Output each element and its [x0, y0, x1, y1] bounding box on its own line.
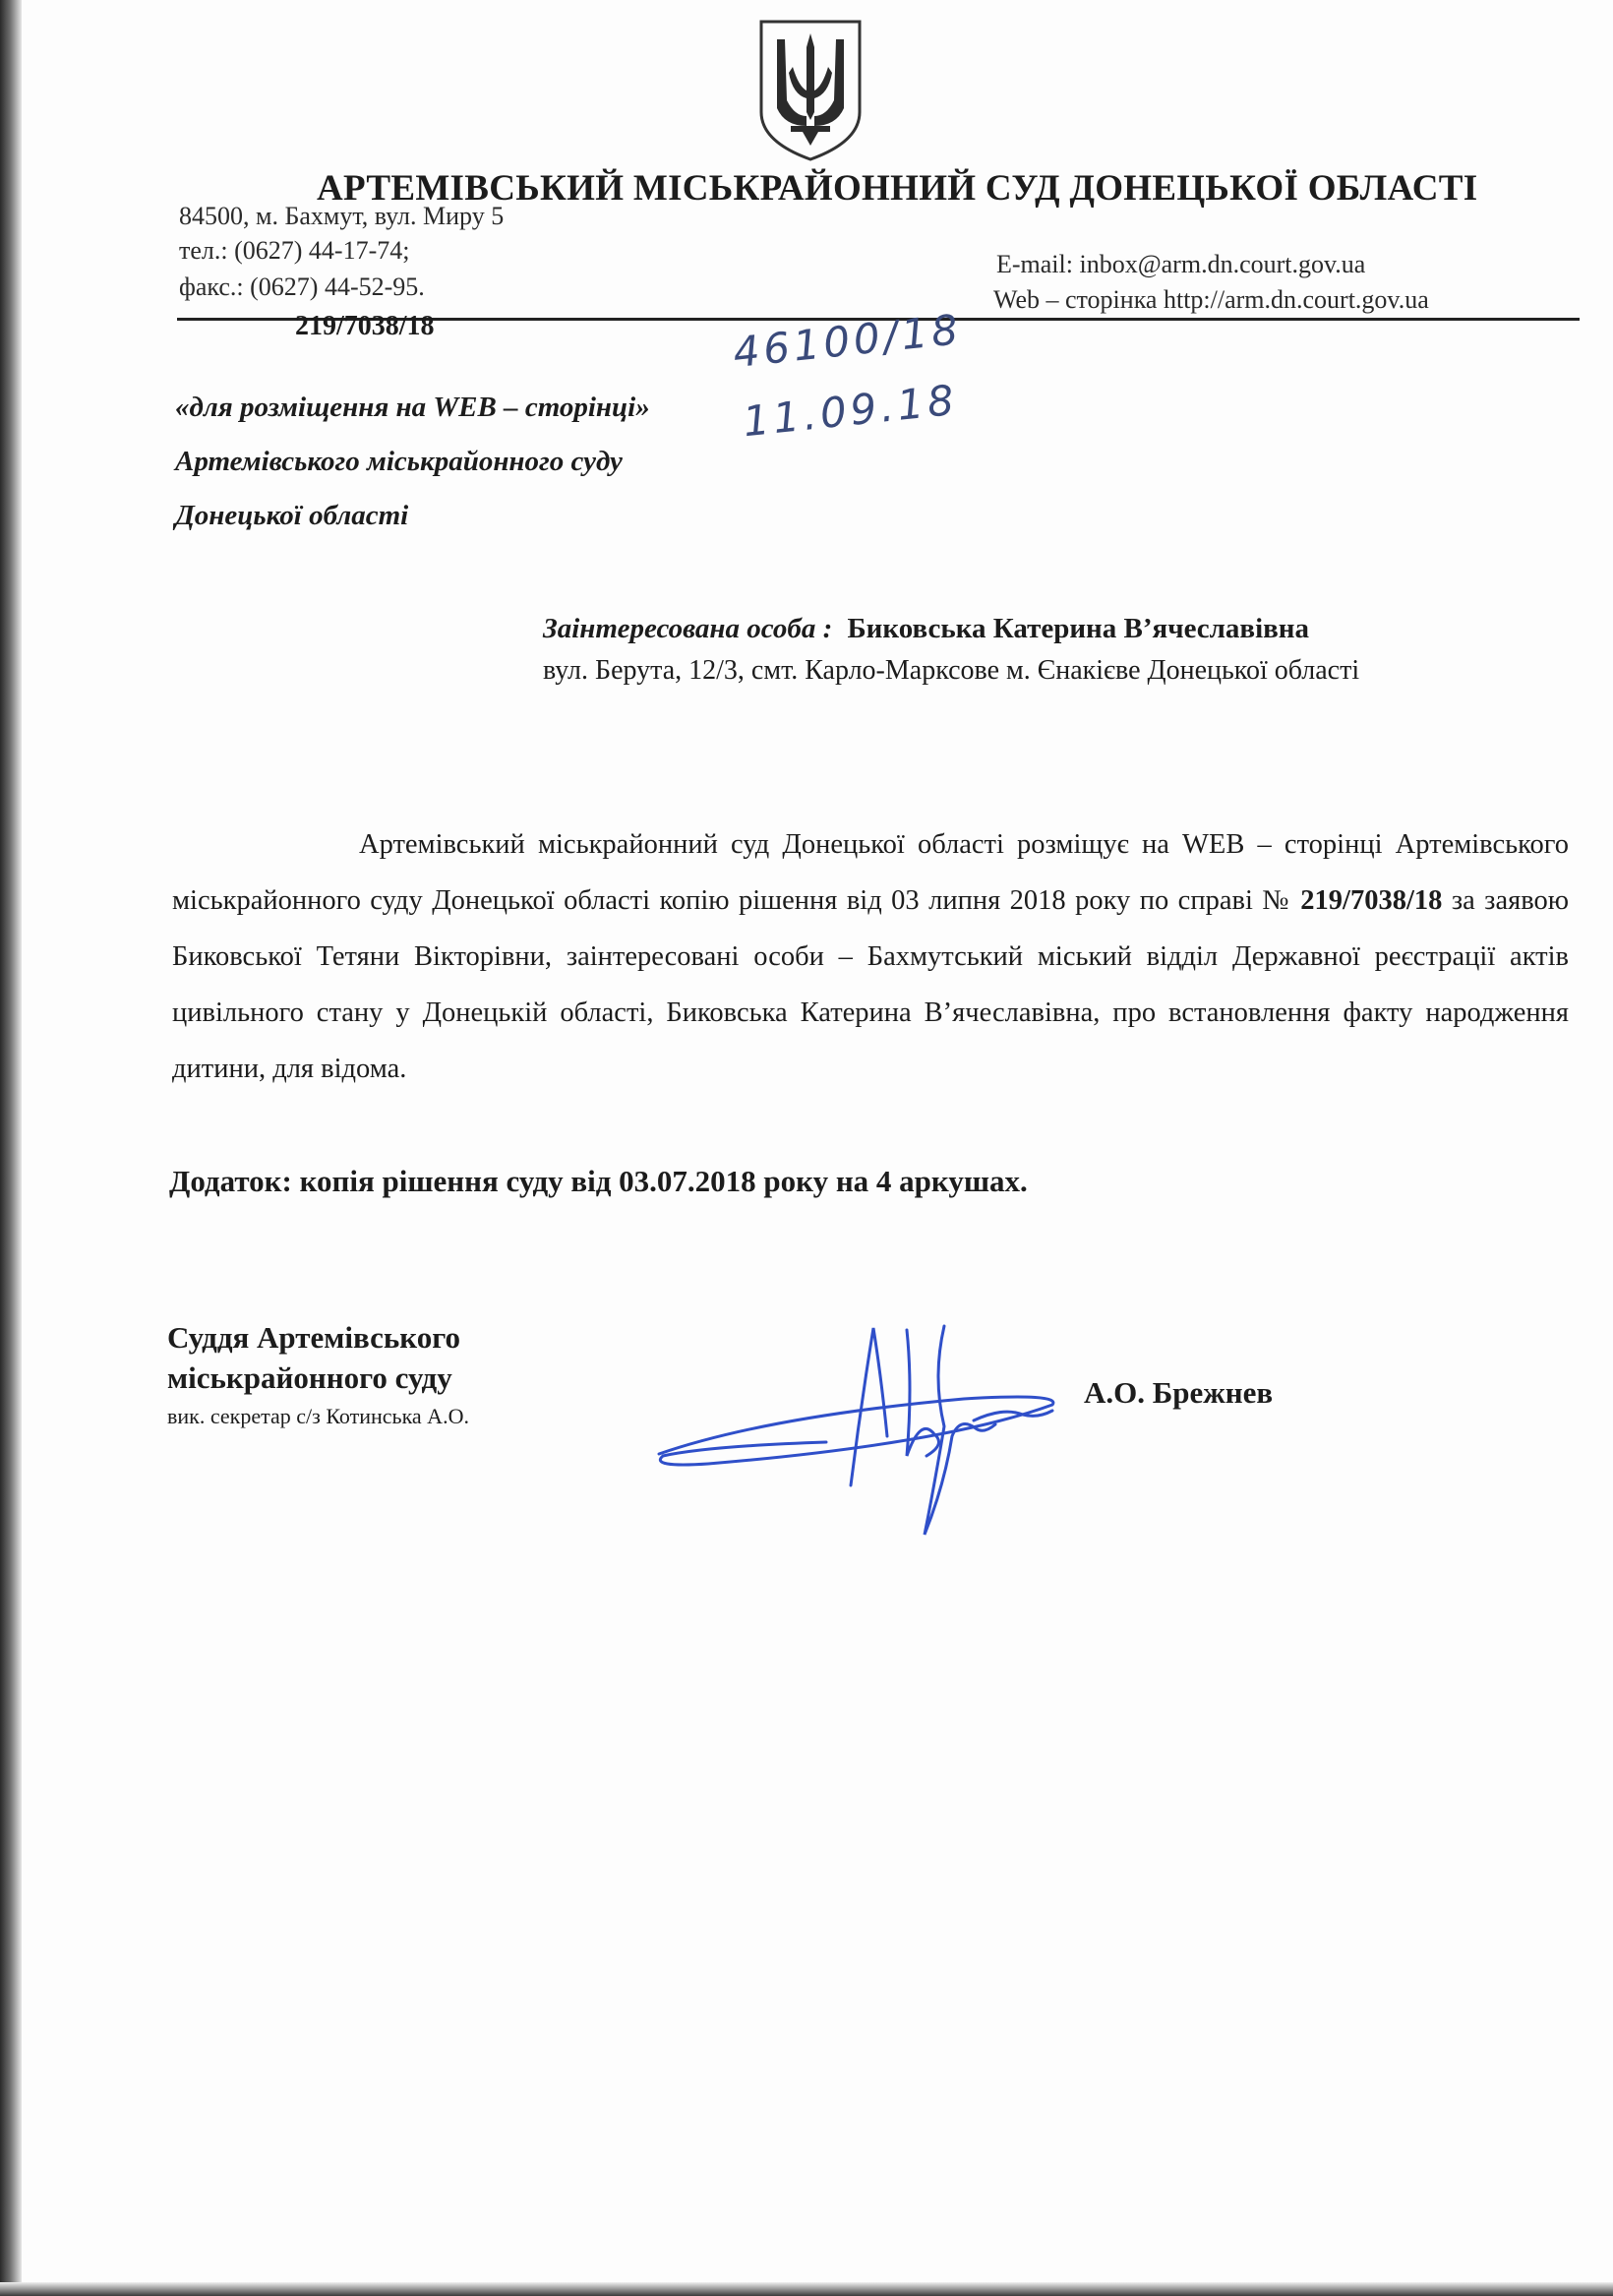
body-case-number: 219/7038/18 [1300, 885, 1443, 916]
recipient-line-3: Донецької області [175, 500, 409, 531]
case-number-top: 219/7038/18 [295, 311, 435, 341]
handwritten-signature [649, 1318, 1102, 1544]
handwritten-registration-date: 11.09.18 [741, 375, 960, 447]
handwritten-registration-number: 46100/18 [731, 304, 965, 378]
recipient-line-2: Артемівського міськрайонного суду [175, 446, 623, 477]
coat-of-arms-icon [755, 18, 866, 163]
signer-title-line-2: міськрайонного суду [167, 1360, 452, 1395]
court-name: АРТЕМІВСЬКИЙ МІСЬКРАЙОННИЙ СУД ДОНЕЦЬКОЇ ОБЛАСТІ [317, 168, 1478, 209]
court-address: 84500, м. Бахмут, вул. Миру 5 [179, 202, 505, 230]
scan-edge-left [0, 0, 22, 2296]
judge-name: А.О. Брежнев [1084, 1375, 1274, 1410]
executor-note: вик. секретар с/з Котинська А.О. [167, 1404, 469, 1428]
body-text-part-1: Артемівський міськрайонний суд Донецької області розміщує на WEB – сторінці Артемівського міськрайонного суду Донецької області копію рішення від 03 липня 2018 року по справі № [172, 829, 1569, 916]
body-text-part-2: за заявою Биковської Тетяни Вікторівни, заінтересовані особи – Бахмутський міський відділ Державної реєстрації актів цивільного стану у Донецькій області, Биковська Катерина В’ячеславівна, про встановлення факту народження дитини, для відома. [172, 885, 1570, 1084]
interested-party [543, 613, 1309, 645]
interested-party-label: Заінтересована особа : [543, 613, 833, 644]
attachment-note: Додаток: копія рішення суду від 03.07.2018 року на 4 аркушах. [169, 1164, 1028, 1198]
court-website: Web – сторінка http://arm.dn.court.gov.ua [993, 285, 1429, 314]
signer-title-line-1: Суддя Артемівського [167, 1320, 461, 1355]
court-email: E-mail: inbox@arm.dn.court.gov.ua [996, 250, 1366, 278]
court-fax: факс.: (0627) 44-52-95. [179, 272, 425, 301]
scan-edge-bottom [0, 2282, 1613, 2296]
body-paragraph [172, 816, 1569, 1097]
interested-party-address: вул. Берута, 12/3, смт. Карло-Марксове м. Єнакієве Донецької області [543, 655, 1360, 686]
recipient-line-1: «для розміщення на WEB – сторінці» [175, 392, 650, 423]
interested-party-name: Биковська Катерина В’ячеславівна [847, 613, 1310, 644]
court-phone: тел.: (0627) 44-17-74; [179, 236, 410, 265]
